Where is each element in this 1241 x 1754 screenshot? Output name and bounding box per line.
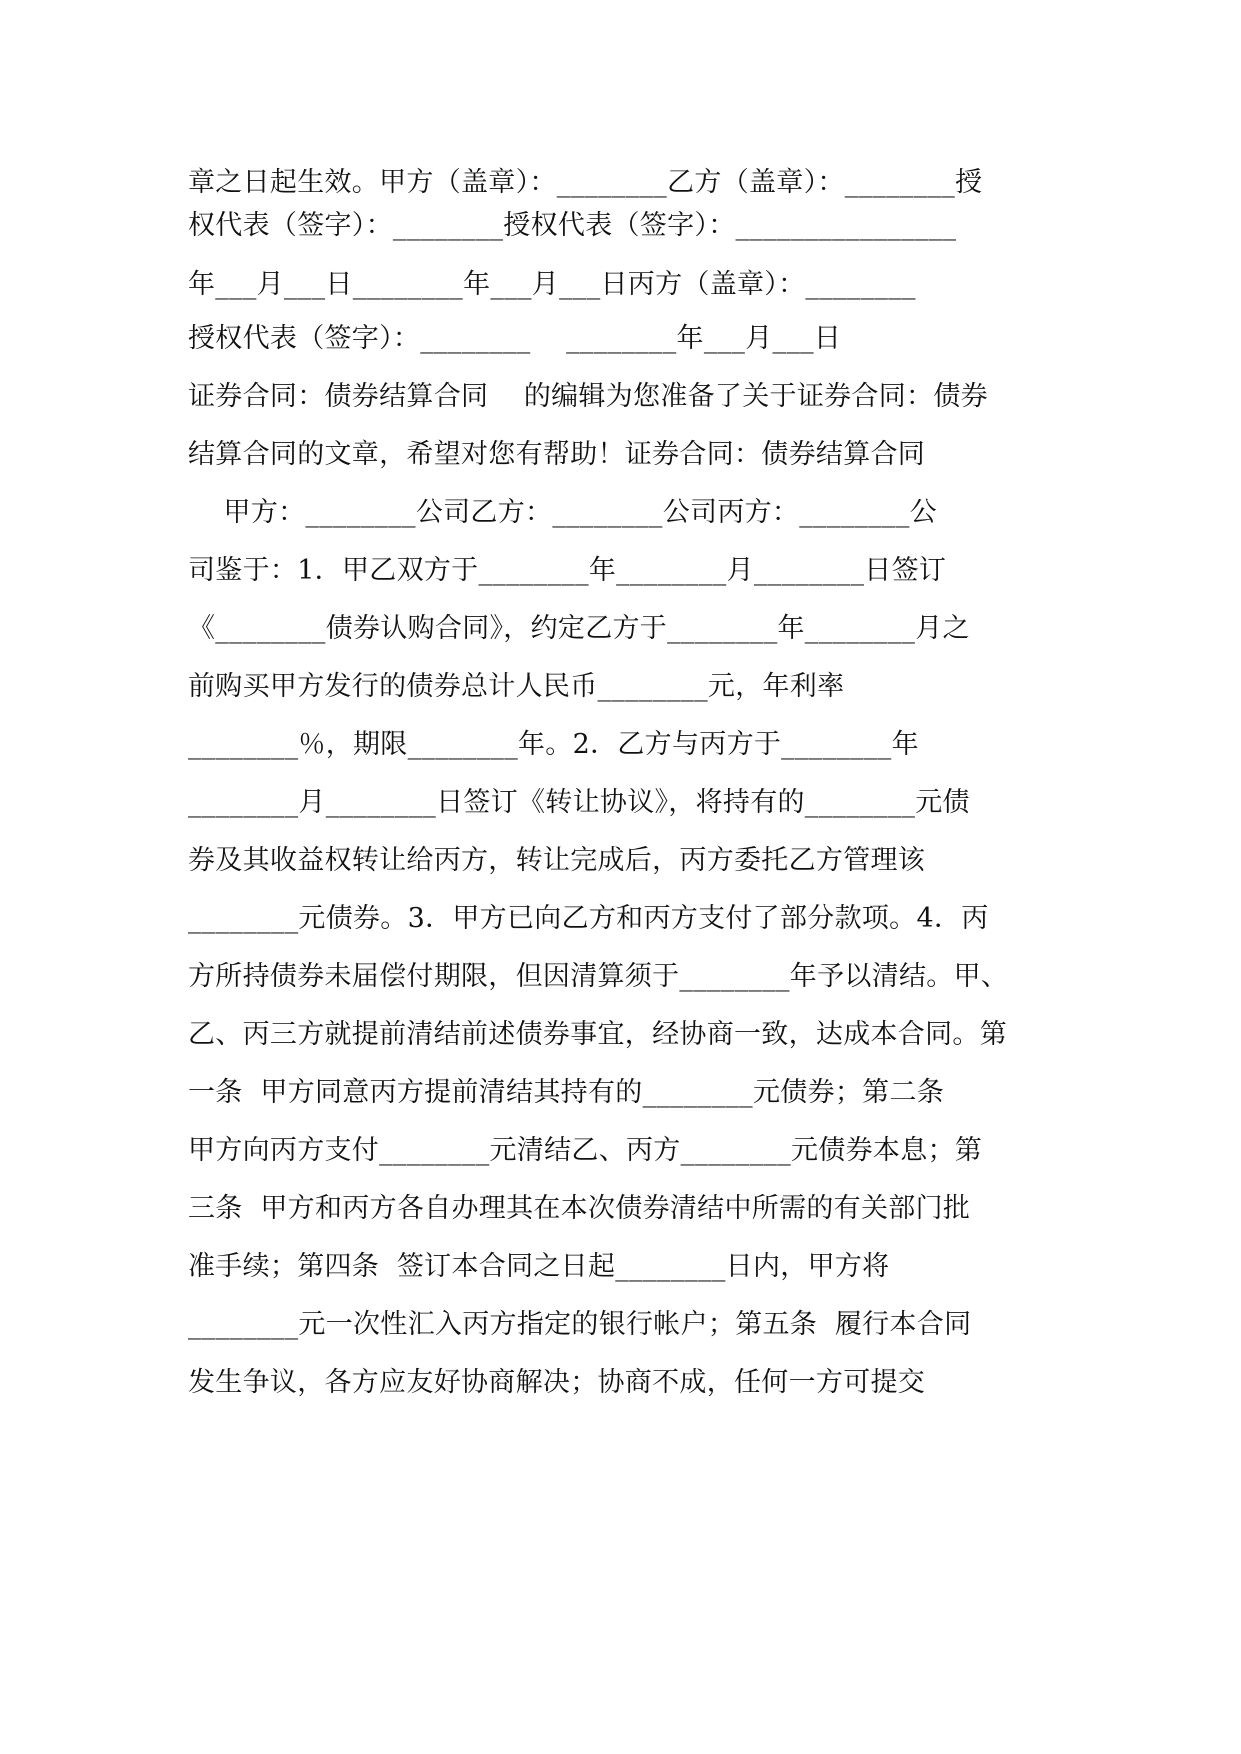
text-line: 司鉴于：1．甲乙双方于________年________月________日签订 xyxy=(188,555,947,586)
text-line: 方所持债券未届偿付期限，但因清算须于________年予以清结。甲、 xyxy=(188,961,1009,992)
text-line: 《________债券认购合同》，约定乙方于________年________月之 xyxy=(188,613,970,644)
text-line: ________％，期限________年。2．乙方与丙方于________年 xyxy=(188,729,919,760)
text-line: ________月________日签订《转让协议》，将持有的________元债 xyxy=(188,787,970,818)
text-line: 年___月___日________年___月___日丙方（盖章）：________ xyxy=(188,269,916,300)
text-line: 准手续；第四条 签订本合同之日起________日内，甲方将 xyxy=(188,1251,890,1282)
text-line: 三条 甲方和丙方各自办理其在本次债券清结中所需的有关部门批 xyxy=(188,1193,971,1224)
text-line: 证券合同：债券结算合同 的编辑为您准备了关于证券合同：债券 xyxy=(188,381,988,412)
text-line: 授权代表（签字）：________ ________年___月___日 xyxy=(188,323,842,354)
text-line: 券及其收益权转让给丙方，转让完成后，丙方委托乙方管理该 xyxy=(188,845,926,876)
text-line: 前购买甲方发行的债券总计人民币________元，年利率 xyxy=(188,671,845,702)
text-line: 权代表（签字）：________授权代表（签字）：________________ xyxy=(188,210,957,241)
text-line: ________元债券。3．甲方已向乙方和丙方支付了部分款项。4．丙 xyxy=(188,903,989,934)
text-line: 发生争议，各方应友好协商解决；协商不成，任何一方可提交 xyxy=(188,1367,926,1398)
text-line: 甲方向丙方支付________元清结乙、丙方________元债券本息；第 xyxy=(188,1135,983,1166)
text-line: 乙、丙三方就提前清结前述债券事宜，经协商一致，达成本合同。第 xyxy=(188,1019,1007,1050)
text-line: 章之日起生效。甲方（盖章）：________乙方（盖章）：________授 xyxy=(188,167,983,198)
text-line: ________元一次性汇入丙方指定的银行帐户；第五条 履行本合同 xyxy=(188,1309,972,1340)
text-line: 一条 甲方同意丙方提前清结其持有的________元债券；第二条 xyxy=(188,1077,945,1108)
text-line: 甲方：________公司乙方：________公司丙方：________公 xyxy=(188,497,937,528)
text-line: 结算合同的文章，希望对您有帮助！证券合同：债券结算合同 xyxy=(188,439,926,470)
